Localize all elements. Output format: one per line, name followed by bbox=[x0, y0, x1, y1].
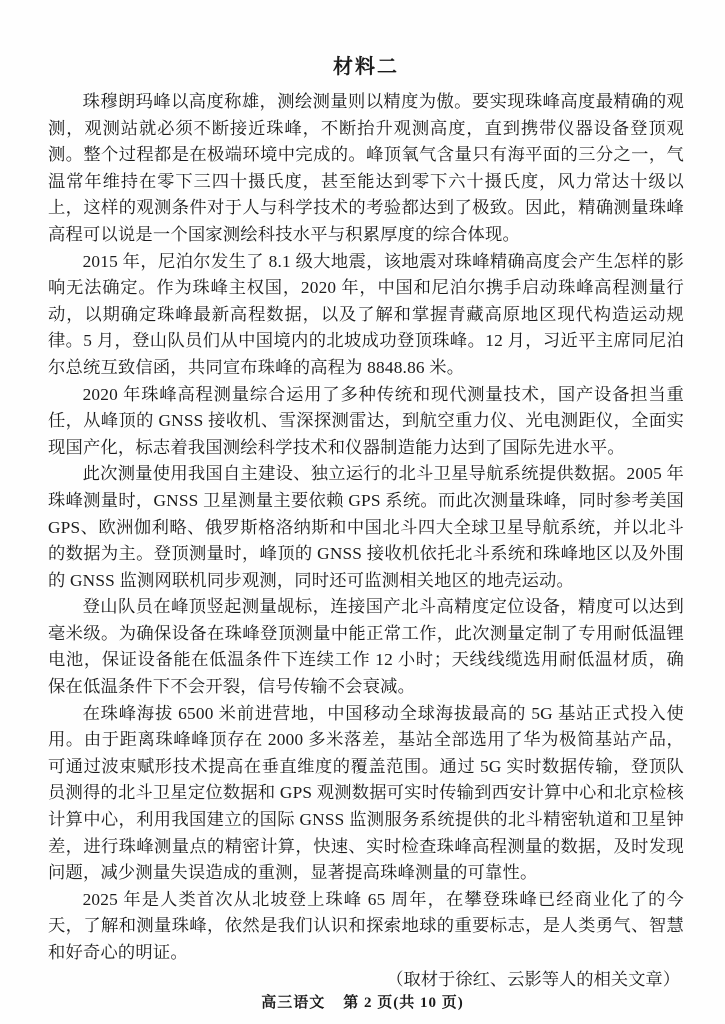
body-paragraph: 在珠峰海拔 6500 米前进营地，中国移动全球海拔最高的 5G 基站正式投入使用。由于距离珠峰峰顶存在 2000 多米落差，基站全部选用了华为极简基站产品，可通过波束赋形技术提高在垂直维度的覆盖范围。通过 5G 实时数据传输，登顶队员测得的北斗卫星定位数据和 GPS 观测数据可实时传输到西安计算中心和北京检核计算中心，利用我国建立的国际 GNSS 监测服务系统提供的北斗精密轨道和卫星钟差，进行珠峰测量点的精密计算，快速、实时检查珠峰高程测量的数据，及时发现问题，减少测量失误造成的重测，显著提高珠峰测量的可靠性。 bbox=[48, 703, 684, 883]
body-paragraph: 2015 年，尼泊尔发生了 8.1 级大地震，该地震对珠峰精确高度会产生怎样的影响无法确定。作为珠峰主权国，2020 年，中国和尼泊尔携手启动珠峰高程测量行动，以期确定珠峰最新高程数据，以及了解和掌握青藏高原地区现代构造运动规律。5 月，登山队员们从中国境内的北坡成功登顶珠峰。12 月，习近平主席同尼泊尔总统互致信函，共同宣布珠峰的高程为 8848.86 米。 bbox=[48, 251, 684, 377]
page-number: 第 2 页(共 10 页) bbox=[343, 995, 464, 1011]
exam-label: 高三语文 bbox=[261, 995, 326, 1011]
body-paragraph: 此次测量使用我国自主建设、独立运行的北斗卫星导航系统提供数据。2005 年珠峰测量时，GNSS 卫星测量主要依赖 GPS 系统。而此次测量珠峰，同时参考美国 GPS、欧洲伽利略、俄罗斯格洛纳斯和中国北斗四大全球卫星导航系统，并以北斗的数据为主。登顶测量时，峰顶的 GNSS 接收机依托北斗系统和珠峰地区以及外围的 GNSS 监测网联机同步观测，同时还可监测相关地区的地壳运动。 bbox=[48, 464, 684, 590]
source-attribution: （取材于徐红、云影等人的相关文章） bbox=[386, 969, 680, 989]
passage-body bbox=[48, 89, 684, 967]
body-paragraph: 登山队员在峰顶竖起测量觇标，连接国产北斗高精度定位设备，精度可以达到毫米级。为确保设备在珠峰登顶测量中能正常工作，此次测量定制了专用耐低温锂电池，保证设备能在低温条件下连续工作 12 小时；天线线缆选用耐低温材质，确保在低温条件下不会开裂，信号传输不会衰减。 bbox=[48, 597, 684, 697]
material-title: 材料二 bbox=[333, 56, 399, 78]
body-paragraph: 珠穆朗玛峰以高度称雄，测绘测量则以精度为傲。要实现珠峰高度最精确的观测，观测站就必须不断接近珠峰，不断抬升观测高度，直到携带仪器设备登顶观测。整个过程都是在极端环境中完成的。峰顶氧气含量只有海平面的三分之一，气温常年维持在零下三四十摄氏度，甚至能达到零下六十摄氏度，风力常达十级以上，这样的观测条件对于人与科学技术的考验都达到了极致。因此，精确测量珠峰高程可以说是一个国家测绘科技水平与积累厚度的综合体现。 bbox=[48, 92, 684, 244]
body-paragraph: 2025 年是人类首次从北坡登上珠峰 65 周年，在攀登珠峰已经商业化了的今天，了解和测量珠峰，依然是我们认识和探索地球的重要标志，是人类勇气、智慧和好奇心的明证。 bbox=[48, 889, 684, 962]
page-footer bbox=[0, 991, 725, 1012]
body-paragraph: 2020 年珠峰高程测量综合运用了多种传统和现代测量技术，国产设备担当重任，从峰顶的 GNSS 接收机、雪深探测雷达，到航空重力仪、光电测距仪，全面实现国产化，标志着我国测绘科学技术和仪器制造能力达到了国际先进水平。 bbox=[48, 384, 684, 457]
